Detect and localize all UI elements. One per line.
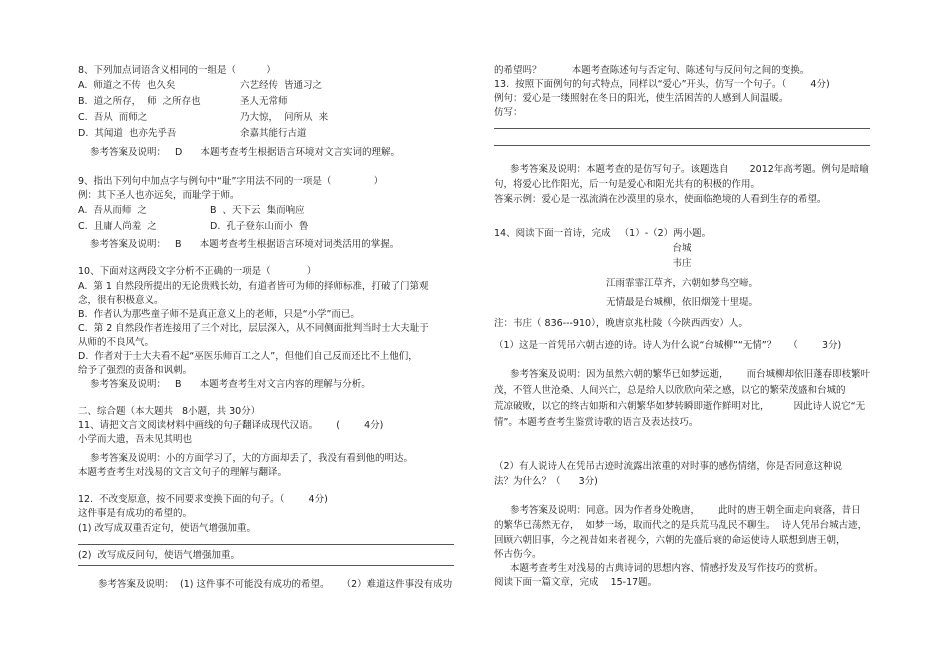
answer-line — [78, 544, 454, 545]
q9-option-a: A. 吾从而师 之 — [78, 205, 147, 216]
q12-answer: 参考答案及说明： (1) 这件事不可能没有成功的希望。 （2）难道这件事没有成功 — [98, 579, 453, 590]
q13-answer-example: 答案示例：爱心是一泓流淌在沙漠里的泉水，使面临绝境的人看到生存的希望。 — [494, 194, 827, 205]
poem-note: 注：韦庄（ 836---910），晚唐京兆杜陵（今陕西西安）人。 — [494, 318, 748, 329]
q10-option-a-line1: A. 第 1 自然段所提出的无论贵贱长幼，有道者皆可为师的择师标准，打破了门第观 — [78, 281, 429, 292]
q13-answer-line1: 参考答案及说明：本题考查的是仿写句子。该题选自 2012年高考题。例句是暗喻 — [510, 164, 869, 175]
q14-part1-answer-line3: 荒凉破败，以它的终古如斯和六朝繁华如梦转瞬即逝作鲜明对比， 因此诗人说它“无 — [494, 401, 866, 412]
poem-line-2: 无情最是台城柳，依旧烟笼十里堤。 — [605, 297, 758, 308]
next-reading-instruction: 阅读下面一篇文章，完成 15-17题。 — [494, 577, 658, 588]
q12-part1: (1) 改写成双重否定句，使语气增强加重。 — [78, 523, 256, 534]
q13-answer-line2: 句，将爱心比作阳光，后一句是爱心和阳光共有的积极的作用。 — [494, 179, 761, 190]
q8-title: 8、下列加点词语含义相同的一组是（ ） — [78, 65, 276, 76]
q9-option-d: D. 孔子登东山而小 鲁 — [210, 221, 309, 232]
q12-title: 12. 不改变原意，按不同要求变换下面的句子。（ 4分) — [78, 494, 328, 505]
q8-answer: 参考答案及说明： D 本题考查考生根据语言环境对文言实词的理解。 — [90, 147, 400, 158]
q11-title: 11、请把文言文阅读材料中画线的句子翻译成现代汉语。 ( 4分) — [78, 420, 384, 431]
q10-option-c-line1: C. 第 2 自然段作者连接用了三个对比，层层深入，从不同侧面批判当时士大夫耻于 — [78, 323, 429, 334]
q14-part2-answer-line2: 的繁华已荡然无存， 如梦一场，取而代之的是兵荒马乱民不聊生。 诗人凭吊台城古迹， — [494, 520, 868, 531]
poem-author: 韦庄 — [672, 258, 692, 269]
q14-part1-answer-line4: 情”。本题考查考生鉴赏诗歌的语言及表达技巧。 — [494, 417, 699, 428]
q8-option-c: C. 吾从 而师之 — [78, 112, 148, 123]
q8-option-b: B. 道之所存， 师 之所存也 — [78, 96, 201, 107]
q12-answer-continued: 的希望吗？ 本题考查陈述句与否定句、陈述句与反问句之间的变换。 — [494, 65, 810, 76]
q8-option-c-pair: 乃大惊， 问所从 来 — [240, 112, 329, 123]
answer-line — [494, 128, 870, 129]
q10-title: 10、下面对这两段文字分析不正确的一项是（ ） — [78, 266, 317, 277]
q13-title: 13. 按照下面例句的句式特点，同样以“爱心”开头，仿写一个句子。（ 4分) — [494, 79, 830, 90]
q8-option-d: D. 其闻道 也亦先乎吾 — [78, 128, 177, 139]
poem-line-1: 江雨霏霏江草齐，六朝如梦鸟空啼。 — [605, 278, 758, 289]
answer-line — [78, 565, 454, 566]
q10-option-a-line2: 念，很有积极意义。 — [78, 295, 164, 306]
q12-part2: (2) 改写成反问句，使语气增强加重。 — [78, 550, 240, 561]
section-2-heading: 二、综合题（本大题共 8小题，共 30分） — [78, 406, 261, 417]
q10-option-d-line2: 给予了强烈的责备和讽刺。 — [78, 365, 193, 376]
q12-sentence: 这件事是有成功的希望的。 — [78, 508, 193, 519]
q14-part2-line1: （2）有人说诗人在凭吊古迹时流露出浓重的对时事的感伤情绪，你是否同意这种说 — [494, 461, 843, 472]
answer-line — [494, 145, 870, 146]
q8-option-d-pair: 余嘉其能行古道 — [240, 128, 307, 139]
poem-title: 台城 — [672, 243, 692, 254]
q9-answer: 参考答案及说明： B 本题考查考生根据语言环境对词类活用的掌握。 — [90, 239, 400, 250]
q14-part2-line2: 法？为什么？（ 3分) — [494, 476, 598, 487]
q13-example: 例句：爱心是一缕照射在冬日的阳光，使生活困苦的人感到人间温暖。 — [494, 93, 789, 104]
q11-sentence: 小学而大遗，吾未见其明也 — [78, 434, 193, 445]
q11-note: 本题考查考生对浅易的文言文句子的理解与翻译。 — [78, 467, 288, 478]
q14-part2-answer-line1: 参考答案及说明：同意。因为作者身处晚唐， 此时的唐王朝全面走向衰落，昔日 — [510, 505, 861, 516]
q8-option-a-pair: 六艺经传 皆通习之 — [240, 80, 323, 91]
q8-option-a: A. 师道之不传 也久矣 — [78, 80, 176, 91]
q14-part2-answer-note: 本题考查考生对浅易的古典诗词的思想内容、情感抒发及写作技巧的赏析。 — [510, 563, 824, 574]
q10-option-b: B. 作者认为那些童子师不是真正意义上的老师，只是“小学”而已。 — [78, 309, 360, 320]
q8-option-b-pair: 圣人无常师 — [240, 96, 288, 107]
q14-part1-answer-line1: 参考答案及说明：因为虽然六朝的繁华已如梦远逝， 而台城柳却依旧蓬春即枝繁叶 — [510, 369, 871, 380]
q14-part1: （1）这是一首凭吊六朝古迹的诗。诗人为什么说“台城柳”“无情”？ （ 3分) — [494, 340, 842, 351]
q10-answer: 参考答案及说明： B 本题考查考生对文言内容的理解与分析。 — [90, 379, 371, 390]
q11-answer: 参考答案及说明：小的方面学习了，大的方面却丢了，我没有看到他的明达。 — [90, 453, 414, 464]
q14-part2-answer-line3: 回顾六朝旧事，今之视昔如来者视今，六朝的先盛后衰的命运使诗人联想到唐王朝， — [494, 535, 846, 546]
q9-title: 9、指出下列句中加点字与例句中“耻”字用法不同的一项是（ ） — [78, 176, 384, 187]
q9-option-c: C. 且庸人尚羞 之 — [78, 221, 157, 232]
q10-option-c-line2: 从师的不良风气。 — [78, 337, 155, 348]
q14-title: 14、阅读下面一首诗，完成 （1）-（2）两小题。 — [494, 228, 712, 239]
q9-option-b: B 、天下云 集而响应 — [210, 205, 305, 216]
q13-write-label: 仿写： — [494, 107, 523, 118]
q14-part1-answer-line2: 茂，不管人世沧桑、人间兴亡，总是给人以欣欣向荣之感，以它的繁荣茂盛和台城的 — [494, 385, 846, 396]
q14-part2-answer-line4: 怀古伤今。 — [494, 549, 542, 560]
q10-option-d-line1: D. 作者对于士大夫看不起“巫医乐师百工之人”，但他们自己反而还比不上他们， — [78, 351, 418, 362]
q9-example: 例：其下圣人也亦远矣，而耻学于师。 — [78, 190, 240, 201]
